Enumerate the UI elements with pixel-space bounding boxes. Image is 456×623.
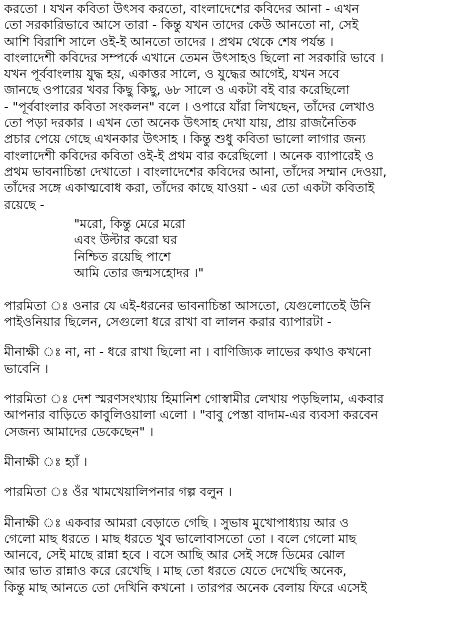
poem-line: নিশ্চিত রয়েছি পাশে [74,248,171,264]
text-line: জানছে ওপারের খবর কিছু কিছু, ৬৮ সালে ও একটা বই বার করেছিলো [4,82,350,98]
poem-line: "মরো, কিন্তু মেরে মরো [74,215,186,231]
exchange-minakshi-3 [4,515,452,596]
poem-line: আমি তোর জন্মসহোদর ।" [74,265,204,281]
text-line: তাঁদের সঙ্গে একাত্মবোধ করা, তাঁদের কাছে যাওয়া - এর তো একটা কবিতাই [4,180,375,196]
text-line: পারমিতা ঃ ওঁর খামখেয়ালিপনার গল্প বলুন । [4,484,232,500]
exchange-minakshi-2 [4,454,452,470]
text-line: পারমিতা ঃ দেশ স্মরণসংখ্যায় হিমানিশ গোস্বামীর লেখায় পড়ছিলাম, একবার [4,391,384,407]
text-line: রয়েছে - [4,196,45,212]
text-line: মীনাক্ষী ঃ না, না - ধরে রাখা ছিলো না । বাণিজ্যিক লাভের কথাও কখনো [4,344,372,360]
text-line: আর ভাত রান্নাও করে রেখেছি । মাছ তো ধরতে যেতে দেখেছি অনেক, [4,563,347,579]
exchange-paramita-1 [4,298,452,331]
intro-paragraph [4,1,452,213]
poem-quote [74,216,452,282]
text-line: করতো । যখন কবিতা উৎসব করতো, বাংলাদেশের কবিদের আনা - এখন [4,1,360,16]
text-line: কিন্তু মাছ আনতে তো দেখিনি কখনো । তারপর অনেক বেলায় ফিরে এসেই [4,579,367,595]
text-line: প্রথম ভাবনাচিন্তা দেখাতো । বাংলাদেশের কবিদের আনা, তাঁদের সম্মান দেওয়া, [4,163,387,179]
text-line: পারমিতা ঃ ওনার যে এই-ধরনের ভাবনাচিন্তা আসতো, যেগুলোতেই উনি [4,297,371,313]
text-line: প্রচার পেয়ে গেছে এখনকার উৎসাহ । কিন্তু শুধু কবিতা ভালো লাগার জন্য [4,131,366,147]
text-line: মীনাক্ষী ঃ একবার আমরা বেড়াতে গেছি । সুভাষ মুখোপাধ্যায় আর ও [4,514,349,530]
text-line: তো সরকারিভাবে আসে তারা - কিন্তু যখন তাদের কেউ আনতো না, সেই [4,17,359,33]
text-line: আপনার বাড়িতে কাবুলিওয়ালা এলো । "বাবু পেস্তা বাদাম-এর ব্যবসা করবেন [4,407,379,423]
poem-line: এবং উল্টার করো ঘর [74,232,178,248]
text-line: তো পড়া দরকার । এখন তো অনেক উৎসাহ দেখা যায়, প্রায় রাজনৈতিক [4,115,357,131]
text-line: আনবে, সেই মাছে রান্না হবে । বসে আছি আর সেই সঙ্গে ডিমের ঝোল [4,547,345,563]
text-line: - "পূর্ববাংলার কবিতা সংকলন" বলে । ওপারে যাঁরা লিখছেন, তাঁদের লেখাও [4,98,375,114]
text-line: বাংলাদেশী কবিদের কবিতা ওই-ই প্রথম বার করেছিলো । অনেক ব্যাপারেই ও [4,147,374,163]
text-line: বাংলাদেশী কবিদের সম্পর্কে এখানে তেমন উৎসাহও ছিলো না সরকারি ভাবে । [4,49,384,65]
exchange-paramita-2 [4,391,452,440]
exchange-paramita-3 [4,484,452,500]
text-line: ভাবেনি । [4,360,49,376]
text-line: সেজন্য আমাদের ডেকেছেন" । [4,423,154,439]
text-line: গেলো মাছ ধরতে । মাছ ধরতে খুব ভালোবাসতো তো । বলে গেলো মাছ [4,530,357,546]
text-line: আশি বিরাশি সালে ওই-ই আনতো তাদের । প্রথম থেকে শেষ পর্যন্ত । [4,33,334,49]
text-line: পাইওনিয়ার ছিলেন, সেগুলো ধরে রাখা বা লালন করার ব্যাপারটা - [4,314,332,330]
exchange-minakshi-1 [4,344,452,377]
text-line: মীনাক্ষী ঃ হ্যাঁ । [4,453,88,469]
text-line: যখন পূর্ববাংলায় যুদ্ধ হয়, একাত্তর সালে, ও যুদ্ধের আগেই, যখন সবে [4,66,340,82]
